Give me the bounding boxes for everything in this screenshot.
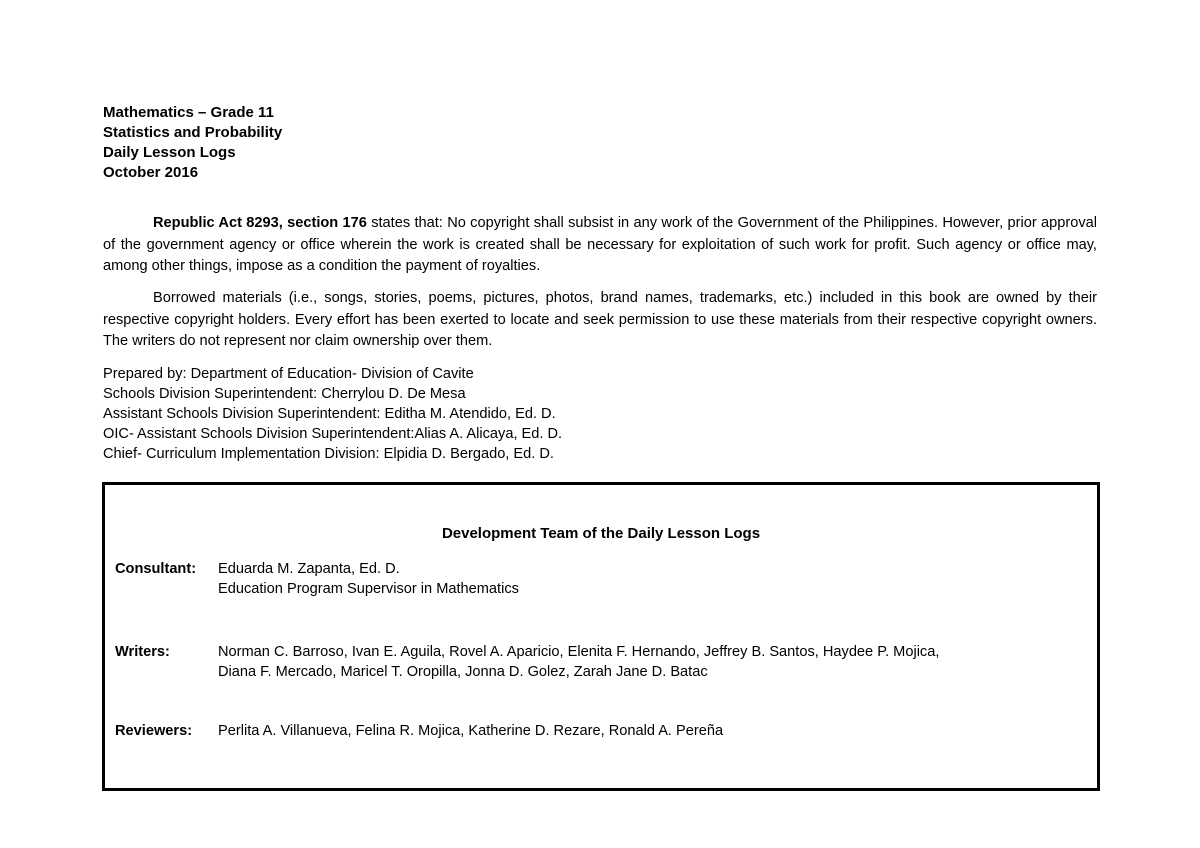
borrowed-materials-paragraph — [103, 288, 1097, 353]
reviewers-names: Perlita A. Villanueva, Felina R. Mojica, Katherine D. Rezare, Ronald A. Pereña — [218, 723, 724, 739]
law-reference: Republic Act 8293, section 176 — [153, 215, 367, 231]
oic-assistant-superintendent-line: OIC- Assistant Schools Division Superintendent:Alias A. Alicaya, Ed. D. — [103, 426, 563, 442]
writers-names — [218, 642, 1077, 682]
document-header — [103, 103, 282, 183]
chief-cid-line: Chief- Curriculum Implementation Division: Elpidia D. Bergado, Ed. D. — [103, 446, 554, 462]
borrowed-text: Borrowed materials (i.e., songs, stories, poems, pictures, photos, brand names, trademarks, etc.) included in this book are owned by their respective copyright holders. Every effort has been exerted to locate and seek permission to use these materials from their respective copyright owners. The writers do not represent nor claim ownership over them. — [103, 290, 1097, 349]
superintendent-line: Schools Division Superintendent: Cherrylou D. De Mesa — [103, 386, 466, 402]
prepared-by-line: Prepared by: Department of Education- Division of Cavite — [103, 366, 474, 382]
writers-line-2: Diana F. Mercado, Maricel T. Oropilla, Jonna D. Golez, Zarah Jane D. Batac — [218, 664, 708, 680]
prepared-by-section — [103, 364, 562, 464]
consultant-role: Education Program Supervisor in Mathematics — [218, 581, 519, 597]
consultant-label: Consultant: — [115, 561, 197, 577]
course-title: Statistics and Probability — [103, 124, 283, 141]
assistant-superintendent-line: Assistant Schools Division Superintendent: Editha M. Atendido, Ed. D. — [103, 406, 556, 422]
consultant-details — [218, 559, 1077, 599]
consultant-name: Eduarda M. Zapanta, Ed. D. — [218, 561, 400, 577]
copyright-paragraph — [103, 213, 1097, 278]
subject-title: Mathematics – Grade 11 — [103, 104, 274, 121]
doc-type-title: Daily Lesson Logs — [103, 144, 236, 161]
writers-line-1: Norman C. Barroso, Ivan E. Aguila, Rovel A. Aparicio, Elenita F. Hernando, Jeffrey B. Santos, Haydee P. Mojica, — [218, 644, 940, 660]
writers-label: Writers: — [115, 644, 170, 660]
document-date: October 2016 — [103, 164, 199, 181]
reviewers-label: Reviewers: — [115, 723, 193, 739]
development-team-box — [102, 482, 1100, 791]
team-title: Development Team of the Daily Lesson Logs — [441, 525, 761, 542]
law-text: states that: No copyright shall subsist in any work of the Government of the Philippines. However, prior approval of the government agency or office wherein the work is created shall be necessary for exploitation of such work for profit. Such agency or office may, among other things, impose as a condition the payment of royalties. — [103, 215, 1097, 274]
